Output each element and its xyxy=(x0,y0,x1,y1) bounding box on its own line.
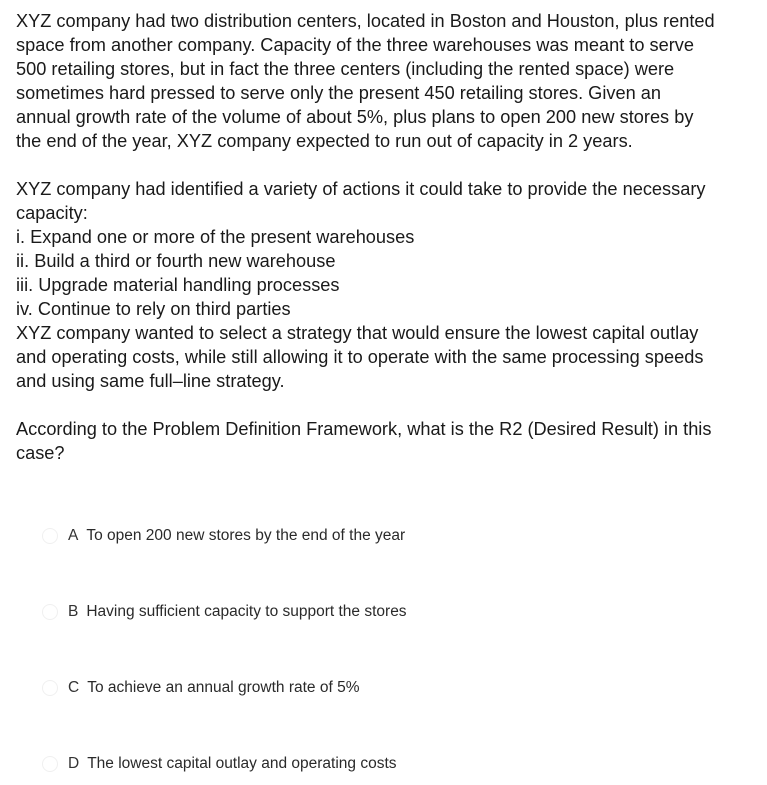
text-line: and operating costs, while still allowing it to operate with the same processing speeds xyxy=(16,347,704,367)
radio-icon[interactable] xyxy=(42,528,58,544)
action-item: i. Expand one or more of the present warehouses xyxy=(16,227,415,247)
option-b[interactable] xyxy=(42,595,742,629)
text-line: annual growth rate of the volume of about 5%, plus plans to open 200 new stores by xyxy=(16,107,694,127)
text-line: the end of the year, XYZ company expected to run out of capacity in 2 years. xyxy=(16,131,633,151)
option-letter: A xyxy=(68,527,79,544)
option-text: Having sufficient capacity to support the stores xyxy=(86,603,407,620)
text-line: sometimes hard pressed to serve only the present 450 retailing stores. Given an xyxy=(16,83,661,103)
action-item: iii. Upgrade material handling processes xyxy=(16,275,340,295)
option-c[interactable] xyxy=(42,671,742,705)
actions-paragraph xyxy=(16,177,756,393)
radio-icon[interactable] xyxy=(42,756,58,772)
option-text: To achieve an annual growth rate of 5% xyxy=(87,679,360,696)
action-item: iv. Continue to rely on third parties xyxy=(16,299,291,319)
text-line: XYZ company wanted to select a strategy that would ensure the lowest capital outlay xyxy=(16,323,699,343)
radio-icon[interactable] xyxy=(42,604,58,620)
radio-icon[interactable] xyxy=(42,680,58,696)
option-a[interactable] xyxy=(42,519,742,553)
text-line: 500 retailing stores, but in fact the three centers (including the rented space) were xyxy=(16,59,675,79)
text-line: capacity: xyxy=(16,203,88,223)
option-letter: C xyxy=(68,679,80,696)
option-d[interactable] xyxy=(42,747,742,781)
question-passage xyxy=(16,9,756,465)
text-line: XYZ company had two distribution centers, located in Boston and Houston, plus rented xyxy=(16,11,715,31)
text-line: According to the Problem Definition Framework, what is the R2 (Desired Result) in this xyxy=(16,419,712,439)
option-text: The lowest capital outlay and operating costs xyxy=(87,755,397,772)
option-letter: D xyxy=(68,755,80,772)
option-text: To open 200 new stores by the end of the year xyxy=(86,527,406,544)
text-line: space from another company. Capacity of the three warehouses was meant to serve xyxy=(16,35,694,55)
scenario-paragraph xyxy=(16,9,756,153)
question-prompt xyxy=(16,417,756,465)
text-line: XYZ company had identified a variety of actions it could take to provide the necessary xyxy=(16,179,706,199)
option-letter: B xyxy=(68,603,79,620)
text-line: case? xyxy=(16,443,65,463)
action-item: ii. Build a third or fourth new warehouse xyxy=(16,251,336,271)
text-line: and using same full–line strategy. xyxy=(16,371,285,391)
